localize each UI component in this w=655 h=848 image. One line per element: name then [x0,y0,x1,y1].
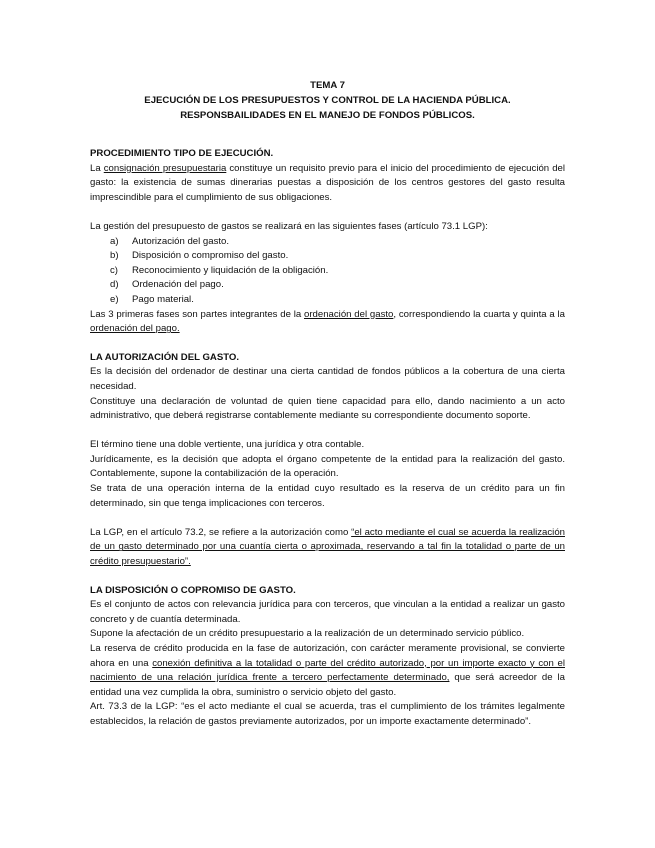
tema-title: TEMA 7 [310,80,345,91]
list-item: e) Pago material. [110,293,194,305]
paragraph: La reserva de crédito producida en la fase de autorización, con carácter meramente provisional, se convierte ahora en una conexión definitiva a la totalidad o parte del crédito autorizado, por un importe exacto y con el nacimiento de una relación jurídica frente a tercero perfectamente determinado, que será acreedor de la entidad una vez cumplida la obra, suministro o servicio objeto del gasto. [90,643,566,698]
paragraph: La gestión del presupuesto de gastos se realizará en las siguientes fases (artículo 73.1 LGP): [90,220,488,232]
underlined-term: ordenación del gasto [304,308,394,320]
section-heading: LA DISPOSICIÓN O COPROMISO DE GASTO. [90,584,296,596]
underlined-quote: “el acto mediante el cual se acuerda la realización de un gasto determinado por una cuantía cierta o aproximada, reservando a tal fin la totalidad o parte de un crédito presupuestario”. [90,526,565,568]
paragraph: El término tiene una doble vertiente, una jurídica y otra contable. [90,439,365,451]
section-procedimiento [90,147,565,337]
list-item: c) Reconocimiento y liquidación de la obligación. [110,264,329,276]
section-heading: PROCEDIMIENTO TIPO DE EJECUCIÓN. [90,148,274,159]
paragraph: Art. 73.3 de la LGP: “es el acto mediante el cual se acuerda, tras el cumplimiento de los trámites legalmente establecidos, la relación de gastos previamente autorizados, por un importe exactamente determinado”. [90,701,565,727]
paragraph: Jurídicamente, es la decisión que adopta el órgano competente de la entidad para la realización del gasto. Contablemente, supone la contabilización de la operación. [90,453,565,480]
document-header [90,78,565,123]
paragraph: La LGP, en el artículo 73.2, se refiere a la autorización como “el acto mediante el cual se acuerda la realización de un gasto determinado por una cuantía cierta o aproximada, reservando a tal fin la totalidad o parte de un crédito presupuestario”. [90,526,565,568]
paragraph: La consignación presupuestaria constituye un requisito previo para el inicio del procedimiento de ejecución del gasto: la existencia de sumas dinerarias puestas a disposición de los centros gestores del gasto resulta imprescindible para el cumplimiento de sus obligaciones. [90,162,565,203]
section-heading: LA AUTORIZACIÓN DEL GASTO. [90,351,240,363]
paragraph: Constituye una declaración de voluntad de quien tiene capacidad para ello, dando nacimiento a un acto administrativo, que deberá registrarse contablemente mediante su correspondiente documento soporte. [90,395,565,422]
paragraph: Las 3 primeras fases son partes integrantes de la ordenación del gasto, correspondiendo la cuarta y quinta a la ordenación del pago. [90,308,565,335]
list-item: a) Autorización del gasto. [110,235,230,247]
paragraph: Supone la afectación de un crédito presupuestario a la realización de un determinado servicio público. [90,628,525,640]
underlined-term: conexión definitiva a la totalidad o parte del crédito autorizado, por un importe exacto y con el nacimiento de una relación jurídica frente a tercero perfectamente determinado, [90,657,565,684]
phases-list [90,235,565,308]
section-disposicion [90,584,565,730]
paragraph: Es la decisión del ordenador de destinar una cierta cantidad de fondos públicos a la cobertura de una cierta necesidad. [90,366,565,392]
list-item: d) Ordenación del pago. [110,279,224,291]
document-title: EJECUCIÓN DE LOS PRESUPUESTOS Y CONTROL DE LA HACIENDA PÚBLICA. [144,95,511,106]
underlined-term: consignación presupuestaria [103,162,227,174]
underlined-term: ordenación del pago. [90,323,180,335]
section-autorizacion [90,351,565,570]
paragraph: Es el conjunto de actos con relevancia jurídica para con terceros, que vinculan a la entidad a realizar un gasto concreto y de cuantía determinada. [90,599,565,625]
document-subtitle: RESPONSBAILIDADES EN EL MANEJO DE FONDOS PÚBLICOS. [180,110,475,121]
list-item: b) Disposición o compromiso del gasto. [110,250,289,262]
paragraph: Se trata de una operación interna de la entidad cuyo resultado es la reserva de un crédito para un fin determinado, sin que tenga implicaciones con terceros. [90,483,565,509]
